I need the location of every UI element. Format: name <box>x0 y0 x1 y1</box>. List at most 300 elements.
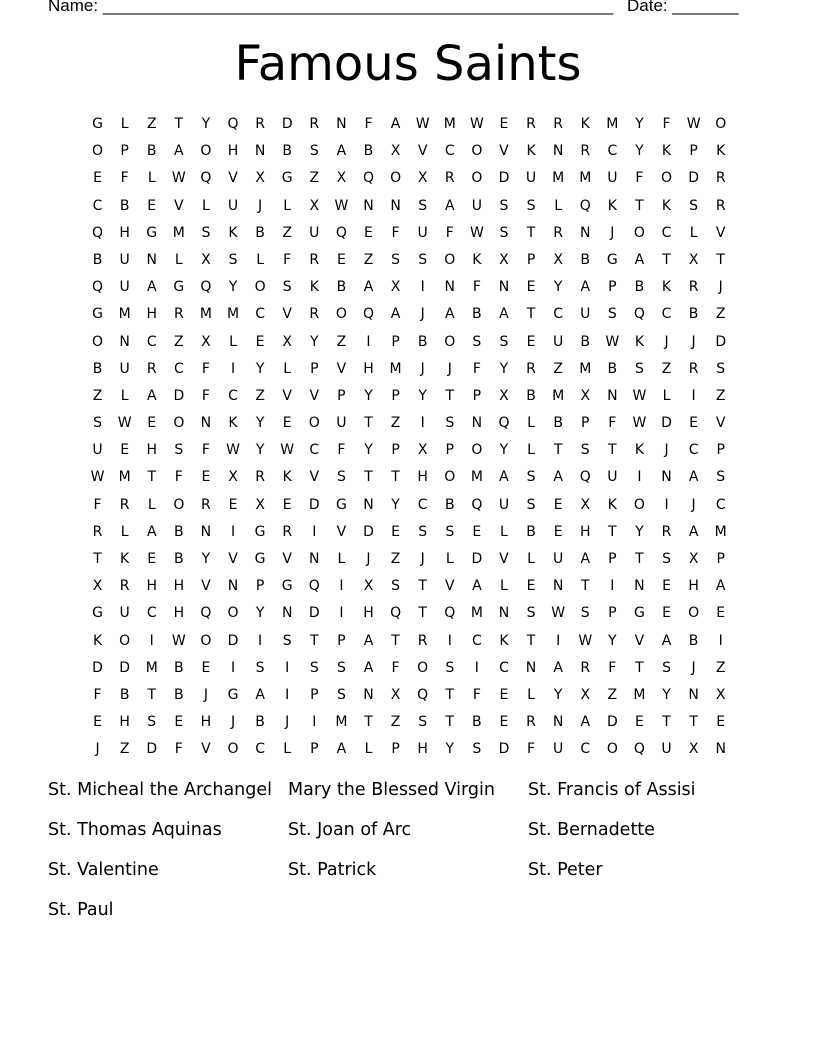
grid-letter: L <box>662 387 671 404</box>
grid-row <box>84 685 744 712</box>
grid-letter: D <box>227 632 239 649</box>
grid-letter: H <box>417 469 428 486</box>
grid-letter: B <box>688 306 699 323</box>
grid-letter: E <box>201 469 211 486</box>
grid-letter: I <box>258 632 263 649</box>
grid-letter: E <box>526 578 536 595</box>
grid-letter: T <box>635 659 644 676</box>
grid-letter: R <box>146 360 157 377</box>
grid-letter: G <box>173 279 185 296</box>
grid-letter: T <box>608 442 617 459</box>
grid-letter: H <box>200 714 212 731</box>
grid-letter: I <box>610 578 615 595</box>
grid-row <box>84 603 744 630</box>
grid-letter: T <box>662 714 671 731</box>
grid-letter: U <box>119 251 130 268</box>
grid-letter: K <box>120 551 130 567</box>
grid-letter: J <box>664 333 669 350</box>
grid-letter: K <box>607 197 617 214</box>
grid-letter: K <box>634 442 645 459</box>
grid-letter: A <box>688 523 699 540</box>
grid-letter: T <box>391 469 400 486</box>
grid-letter: V <box>201 578 211 595</box>
grid-letter: E <box>228 496 238 513</box>
grid-letter: K <box>661 197 672 214</box>
grid-letter: V <box>309 469 320 486</box>
grid-letter: D <box>308 496 320 513</box>
grid-letter: Z <box>363 251 374 268</box>
grid-letter: S <box>93 415 102 432</box>
grid-letter: Z <box>661 360 672 377</box>
grid-row <box>84 250 744 277</box>
grid-letter: U <box>119 605 130 622</box>
grid-letter: H <box>227 143 239 160</box>
grid-letter: B <box>119 197 130 214</box>
grid-letter: Q <box>579 469 591 486</box>
grid-letter: O <box>417 659 429 676</box>
grid-letter: W <box>632 415 647 432</box>
grid-letter: Y <box>608 632 617 649</box>
grid-letter: X <box>688 741 699 758</box>
grid-letter: P <box>716 551 725 567</box>
grid-letter: R <box>580 143 591 160</box>
grid-letter: J <box>718 279 723 296</box>
grid-letter: W <box>171 632 186 649</box>
grid-letter: H <box>146 306 157 323</box>
grid-letter: E <box>93 714 102 731</box>
grid-letter: G <box>281 578 293 595</box>
grid-letter: N <box>715 741 726 758</box>
grid-letter: T <box>364 469 373 486</box>
grid-letter: S <box>689 197 699 214</box>
grid-letter: Q <box>444 605 456 622</box>
grid-letter: D <box>308 605 320 622</box>
grid-letter: V <box>228 551 238 567</box>
grid-letter: T <box>445 686 455 703</box>
grid-letter: W <box>171 170 186 187</box>
grid-letter: L <box>500 578 508 595</box>
grid-letter: E <box>93 170 102 187</box>
grid-letter: H <box>119 224 130 241</box>
grid-letter: S <box>418 251 428 268</box>
grid-letter: F <box>93 686 102 703</box>
grid-letter: P <box>337 632 346 649</box>
grid-letter: R <box>255 116 265 132</box>
grid-letter: T <box>635 197 644 214</box>
grid-letter: S <box>445 523 455 540</box>
grid-letter: U <box>336 415 347 432</box>
grid-letter: A <box>363 279 374 296</box>
grid-letter: V <box>282 306 292 323</box>
grid-row <box>84 386 744 413</box>
grid-letter: D <box>715 333 727 350</box>
grid-letter: L <box>120 523 129 540</box>
grid-letter: E <box>689 415 699 432</box>
grid-letter: O <box>633 496 645 513</box>
grid-letter: H <box>119 714 130 731</box>
grid-letter: Z <box>336 333 347 350</box>
grid-letter: P <box>608 551 617 567</box>
grid-letter: N <box>661 469 672 486</box>
word-list-item: Mary the Blessed Virgin <box>288 780 495 800</box>
grid-letter: A <box>390 306 401 323</box>
grid-letter: M <box>579 360 592 377</box>
grid-letter: O <box>335 306 347 323</box>
grid-letter: U <box>607 469 618 486</box>
grid-letter: R <box>661 523 672 540</box>
grid-letter: W <box>280 442 295 459</box>
grid-letter: H <box>688 578 699 595</box>
grid-letter: O <box>606 741 618 758</box>
grid-letter: E <box>634 714 644 731</box>
grid-letter: U <box>227 197 239 214</box>
word-search-grid <box>84 114 744 767</box>
grid-letter: X <box>92 578 103 595</box>
grid-letter: S <box>309 659 319 676</box>
grid-letter: Z <box>309 170 320 187</box>
grid-letter: G <box>92 605 103 622</box>
grid-letter: G <box>227 686 239 703</box>
grid-letter: G <box>254 523 266 540</box>
grid-letter: O <box>444 333 456 350</box>
grid-letter: H <box>363 605 374 622</box>
grid-letter: W <box>415 116 430 132</box>
grid-letter: W <box>632 387 647 404</box>
grid-letter: R <box>173 306 184 323</box>
grid-letter: N <box>363 496 374 513</box>
grid-letter: D <box>173 387 185 404</box>
grid-letter: X <box>201 251 211 268</box>
grid-letter: W <box>90 469 105 486</box>
grid-letter: S <box>418 197 428 214</box>
grid-letter: L <box>445 551 454 567</box>
grid-letter: C <box>146 605 157 622</box>
grid-letter: T <box>418 605 427 622</box>
grid-letter: B <box>174 686 184 703</box>
grid-letter: Y <box>635 143 644 160</box>
grid-letter: L <box>120 116 129 132</box>
grid-letter: C <box>255 306 265 323</box>
grid-letter: E <box>499 116 509 132</box>
grid-letter: C <box>417 496 428 513</box>
grid-letter: E <box>716 605 726 622</box>
grid-letter: I <box>366 333 371 350</box>
grid-letter: X <box>363 578 374 595</box>
grid-letter: N <box>309 551 320 567</box>
grid-letter: I <box>474 659 479 676</box>
grid-letter: E <box>662 605 671 622</box>
grid-letter: F <box>364 116 373 132</box>
grid-letter: S <box>147 714 157 731</box>
grid-letter: S <box>255 659 265 676</box>
grid-letter: I <box>447 632 452 649</box>
grid-letter: B <box>607 360 618 377</box>
grid-letter: Y <box>499 360 509 377</box>
grid-letter: D <box>281 116 293 132</box>
grid-row <box>84 304 744 331</box>
grid-letter: D <box>498 170 510 187</box>
grid-letter: S <box>418 714 428 731</box>
grid-letter: R <box>526 116 536 132</box>
grid-letter: A <box>174 143 184 160</box>
grid-letter: F <box>635 170 644 187</box>
grid-letter: H <box>417 741 428 758</box>
grid-letter: O <box>92 333 104 350</box>
grid-letter: P <box>255 578 265 595</box>
grid-letter: S <box>418 523 428 540</box>
grid-letter: K <box>526 143 536 160</box>
grid-row <box>84 739 744 766</box>
grid-letter: S <box>526 197 536 214</box>
grid-letter: F <box>120 170 129 187</box>
word-list-item: St. Joan of Arc <box>288 820 412 840</box>
grid-letter: J <box>691 659 696 676</box>
grid-letter: O <box>661 170 673 187</box>
grid-letter: I <box>230 523 236 540</box>
grid-letter: M <box>606 116 619 132</box>
grid-letter: S <box>499 333 509 350</box>
word-list-item: St. Valentine <box>48 860 159 880</box>
grid-row <box>84 332 744 359</box>
grid-letter: M <box>714 523 727 540</box>
grid-letter: Y <box>310 333 319 350</box>
grid-letter: L <box>202 197 210 214</box>
grid-letter: Z <box>146 116 157 132</box>
grid-letter: W <box>686 116 701 132</box>
grid-letter: L <box>364 741 373 758</box>
grid-letter: N <box>552 714 564 731</box>
grid-letter: Y <box>445 741 455 758</box>
grid-letter: R <box>688 360 699 377</box>
grid-letter: S <box>662 551 671 567</box>
grid-letter: O <box>390 170 402 187</box>
grid-letter: O <box>444 469 456 486</box>
grid-letter: J <box>420 360 425 377</box>
grid-letter: Q <box>633 306 645 323</box>
grid-letter: E <box>364 224 373 241</box>
grid-letter: U <box>525 170 537 187</box>
grid-letter: Q <box>633 741 645 758</box>
grid-letter: O <box>688 605 700 622</box>
grid-letter: R <box>255 469 265 486</box>
name-field: Name: ______________________________________________________ <box>48 0 614 15</box>
grid-letter: K <box>228 415 238 432</box>
grid-letter: S <box>607 306 617 323</box>
grid-letter: N <box>552 578 564 595</box>
grid-letter: S <box>391 251 401 268</box>
grid-letter: N <box>146 251 157 268</box>
grid-letter: E <box>553 496 563 513</box>
grid-letter: R <box>526 360 536 377</box>
grid-row <box>84 440 744 467</box>
grid-letter: R <box>119 578 130 595</box>
grid-letter: I <box>420 415 425 432</box>
grid-letter: C <box>688 442 699 459</box>
grid-row <box>84 196 744 223</box>
grid-letter: H <box>146 442 157 459</box>
grid-letter: N <box>254 143 266 160</box>
grid-row <box>84 277 744 304</box>
grid-letter: U <box>553 741 564 758</box>
grid-letter: X <box>336 170 347 187</box>
grid-letter: U <box>498 496 510 513</box>
grid-row <box>84 576 744 603</box>
grid-letter: R <box>444 170 455 187</box>
grid-letter: Z <box>119 741 130 758</box>
grid-letter: P <box>472 387 482 404</box>
grid-letter: X <box>309 197 320 214</box>
grid-letter: Y <box>201 551 211 567</box>
grid-letter: F <box>174 741 183 758</box>
grid-letter: M <box>226 306 240 323</box>
grid-letter: E <box>282 496 292 513</box>
grid-letter: J <box>285 714 290 731</box>
grid-letter: N <box>363 686 374 703</box>
grid-letter: D <box>471 551 483 567</box>
grid-letter: Q <box>471 496 483 513</box>
grid-letter: R <box>309 306 320 323</box>
grid-letter: U <box>607 170 618 187</box>
grid-letter: P <box>526 251 536 268</box>
grid-letter: L <box>147 496 156 513</box>
grid-letter: P <box>716 442 725 459</box>
grid-letter: L <box>337 551 346 567</box>
grid-letter: A <box>553 469 563 486</box>
grid-letter: G <box>633 605 645 622</box>
grid-letter: H <box>173 578 185 595</box>
grid-letter: M <box>552 387 565 404</box>
grid-letter: S <box>309 143 319 160</box>
grid-letter: B <box>580 333 591 350</box>
grid-letter: B <box>444 496 455 513</box>
grid-letter: F <box>174 469 183 486</box>
grid-letter: E <box>336 251 346 268</box>
grid-letter: Q <box>390 605 402 622</box>
grid-letter: Y <box>255 442 265 459</box>
grid-letter: A <box>363 659 374 676</box>
grid-letter: V <box>715 224 726 241</box>
grid-letter: S <box>336 469 346 486</box>
grid-letter: A <box>580 714 591 731</box>
grid-letter: W <box>605 333 620 350</box>
grid-letter: J <box>691 496 696 513</box>
grid-letter: R <box>92 523 103 540</box>
grid-letter: T <box>445 714 455 731</box>
grid-letter: J <box>230 714 236 731</box>
grid-letter: C <box>661 224 672 241</box>
grid-letter: T <box>716 251 725 268</box>
grid-letter: N <box>498 605 510 622</box>
grid-letter: C <box>228 387 238 404</box>
grid-letter: N <box>200 415 212 432</box>
grid-row <box>84 223 744 250</box>
grid-letter: B <box>255 714 265 731</box>
grid-letter: X <box>688 251 699 268</box>
grid-letter: A <box>553 659 563 676</box>
grid-letter: C <box>607 143 618 160</box>
grid-letter: J <box>203 686 208 703</box>
grid-letter: O <box>200 632 212 649</box>
word-list-item: St. Micheal the Archangel <box>48 780 273 800</box>
word-list-item: St. Patrick <box>288 860 377 880</box>
grid-letter: M <box>199 306 212 323</box>
grid-letter: I <box>230 659 236 676</box>
grid-letter: L <box>689 224 698 241</box>
grid-letter: V <box>634 632 645 649</box>
grid-letter: R <box>201 496 211 513</box>
grid-letter: Q <box>227 116 239 132</box>
grid-letter: L <box>527 551 535 567</box>
grid-letter: C <box>471 632 482 649</box>
grid-letter: F <box>608 415 617 432</box>
grid-letter: Y <box>418 387 427 404</box>
grid-letter: J <box>95 741 100 758</box>
grid-letter: X <box>715 686 726 703</box>
grid-letter: O <box>633 224 645 241</box>
grid-letter: T <box>174 116 184 132</box>
grid-letter: P <box>310 741 319 758</box>
grid-letter: K <box>309 279 319 296</box>
grid-letter: V <box>715 415 726 432</box>
grid-letter: X <box>282 333 292 350</box>
grid-letter: C <box>92 197 103 214</box>
grid-letter: B <box>146 143 157 160</box>
grid-letter: E <box>201 659 211 676</box>
grid-letter: A <box>146 387 157 404</box>
grid-letter: Y <box>391 496 400 513</box>
grid-letter: S <box>472 333 482 350</box>
grid-letter: T <box>635 551 644 567</box>
grid-letter: B <box>417 333 428 350</box>
grid-letter: J <box>610 224 615 241</box>
grid-letter: A <box>363 632 374 649</box>
grid-letter: B <box>634 279 645 296</box>
grid-letter: X <box>553 251 563 268</box>
grid-letter: R <box>119 496 130 513</box>
grid-letter: L <box>174 251 183 268</box>
grid-letter: Y <box>635 116 644 132</box>
grid-letter: I <box>285 659 290 676</box>
grid-letter: V <box>499 551 509 567</box>
grid-letter: H <box>146 578 157 595</box>
grid-letter: N <box>390 197 401 214</box>
grid-letter: P <box>391 741 400 758</box>
grid-letter: O <box>227 741 239 758</box>
grid-letter: Q <box>362 170 374 187</box>
grid-row <box>84 522 744 549</box>
grid-letter: H <box>579 523 591 540</box>
grid-letter: I <box>149 632 154 649</box>
grid-letter: A <box>444 197 455 214</box>
grid-letter: R <box>282 523 293 540</box>
grid-letter: Z <box>390 551 401 567</box>
grid-letter: I <box>556 632 561 649</box>
grid-letter: F <box>201 387 210 404</box>
grid-letter: G <box>146 224 158 241</box>
grid-letter: E <box>282 415 292 432</box>
grid-letter: D <box>606 714 618 731</box>
grid-letter: O <box>92 143 104 160</box>
grid-letter: X <box>580 686 591 703</box>
grid-letter: X <box>390 279 401 296</box>
grid-letter: F <box>445 224 454 241</box>
grid-letter: A <box>715 578 726 595</box>
grid-letter: M <box>470 469 483 486</box>
grid-row <box>84 114 744 141</box>
grid-letter: Y <box>255 415 265 432</box>
grid-row <box>84 712 744 739</box>
grid-letter: Z <box>553 360 563 377</box>
